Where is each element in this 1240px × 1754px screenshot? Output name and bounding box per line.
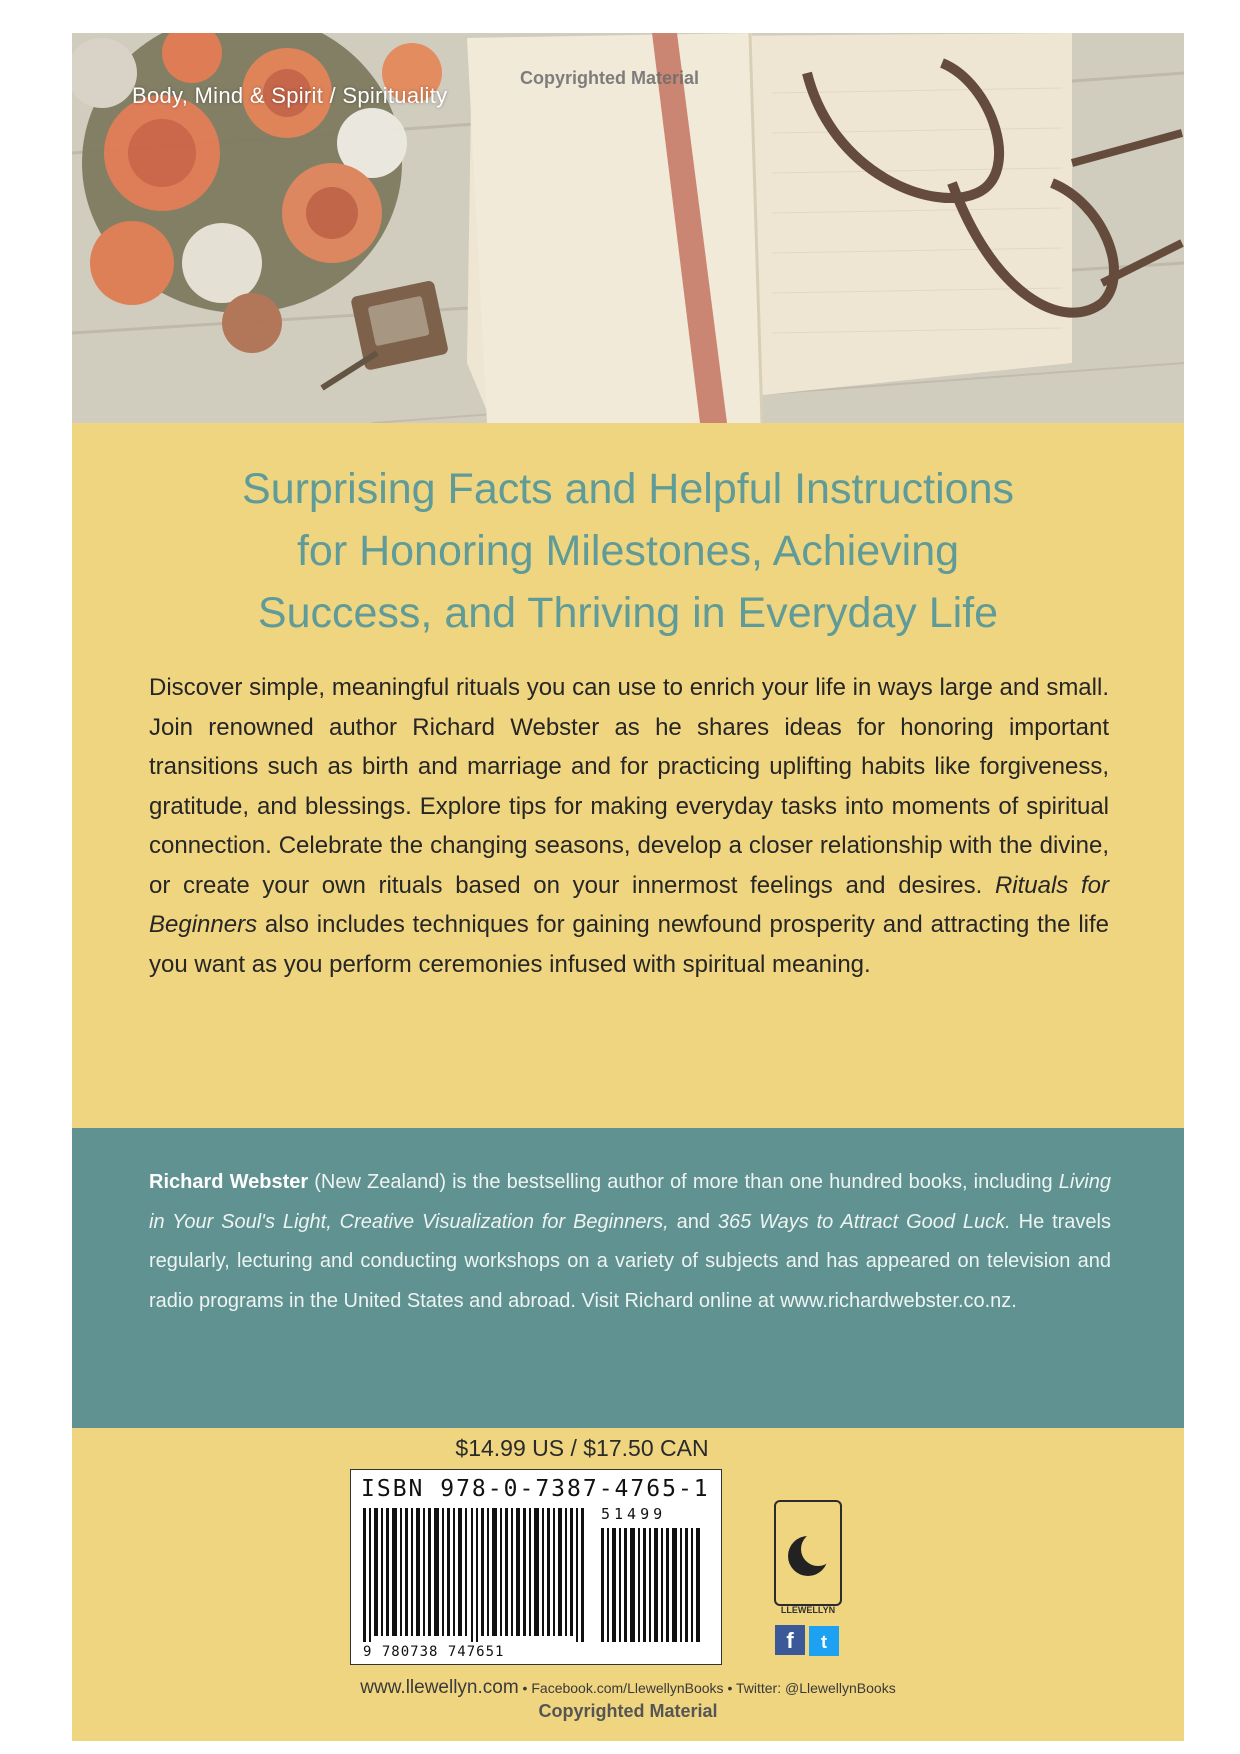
author-bio-part-1: (New Zealand) is the bestselling author of more than one hundred books, including <box>314 1171 1053 1193</box>
author-book-3: 365 Ways to Attract Good Luck. <box>717 1210 1011 1233</box>
book-title-inline: Rituals for Beginners <box>149 871 1109 938</box>
llewellyn-logo <box>774 1500 842 1606</box>
author-bio-part-2: He travels regularly, lecturing and conducting workshops on a variety of subjects and has appeared on television and radio programs in the United States and abroad. Visit Richard online at www.richardwebster.co.nz. <box>149 1210 1111 1312</box>
moon-icon <box>776 1502 840 1604</box>
headline-line-2: for Honoring Milestones, Achieving <box>296 527 960 575</box>
category-label: Body, Mind & Spirit / Spirituality <box>132 83 448 108</box>
copyright-watermark-top: Copyrighted Material <box>520 68 700 88</box>
isbn-barcode <box>350 1469 722 1665</box>
barcode-ean-number: 9 780738 747651 <box>363 1644 505 1660</box>
book-back-cover <box>72 33 1184 1741</box>
author-bio-band <box>72 1128 1184 1428</box>
social-icons <box>775 1625 843 1656</box>
description-part-2: also includes techniques for gaining newfound prosperity and attracting the life you want as you perform ceremonies infused with spiritual meaning. <box>149 911 1109 978</box>
barcode-bars <box>363 1508 713 1642</box>
barcode-addon-number: 51499 <box>601 1505 667 1523</box>
author-book-2: Creative Visualization for Beginners, <box>339 1210 669 1233</box>
author-book-1: Living in Your Soul's Light, <box>149 1171 1111 1233</box>
author-name: Richard Webster <box>149 1171 309 1193</box>
publisher-website[interactable]: www.llewellyn.com <box>360 1677 519 1698</box>
headline-line-3: Success, and Thriving in Everyday Life <box>257 589 999 637</box>
price: $14.99 US / $17.50 CAN <box>455 1435 709 1461</box>
headline-line-1: Surprising Facts and Helpful Instructions <box>242 465 1014 513</box>
cover-photo <box>72 33 1184 423</box>
copyright-watermark-bottom: Copyrighted Material <box>538 1701 718 1721</box>
twitter-icon[interactable]: t <box>809 1626 839 1656</box>
publisher-label: LLEWELLYN <box>780 1605 836 1615</box>
publisher-links <box>112 1677 1144 1699</box>
author-bio <box>149 1163 1111 1321</box>
author-bio-and: and <box>676 1210 710 1233</box>
description-part-1: Discover simple, meaningful rituals you can use to enrich your life in ways large and small. Join renowned author Richard Webster as he shares ideas for honoring important transitions such as birth and marriage and for practicing uplifting habits like forgiveness, gratitude, and blessings. Explore tips for making everyday tasks into moments of spiritual connection. Celebrate the changing seasons, develop a closer relationship with the divine, or create your own rituals based on your innermost feelings and desires. <box>149 674 1109 899</box>
description <box>149 668 1109 984</box>
social-links[interactable]: • Facebook.com/LlewellynBooks • Twitter: @LlewellynBooks <box>518 1680 896 1696</box>
facebook-icon[interactable]: f <box>775 1625 805 1655</box>
isbn-text: ISBN 978-0-7387-4765-1 <box>361 1476 710 1502</box>
headline <box>112 458 1144 644</box>
